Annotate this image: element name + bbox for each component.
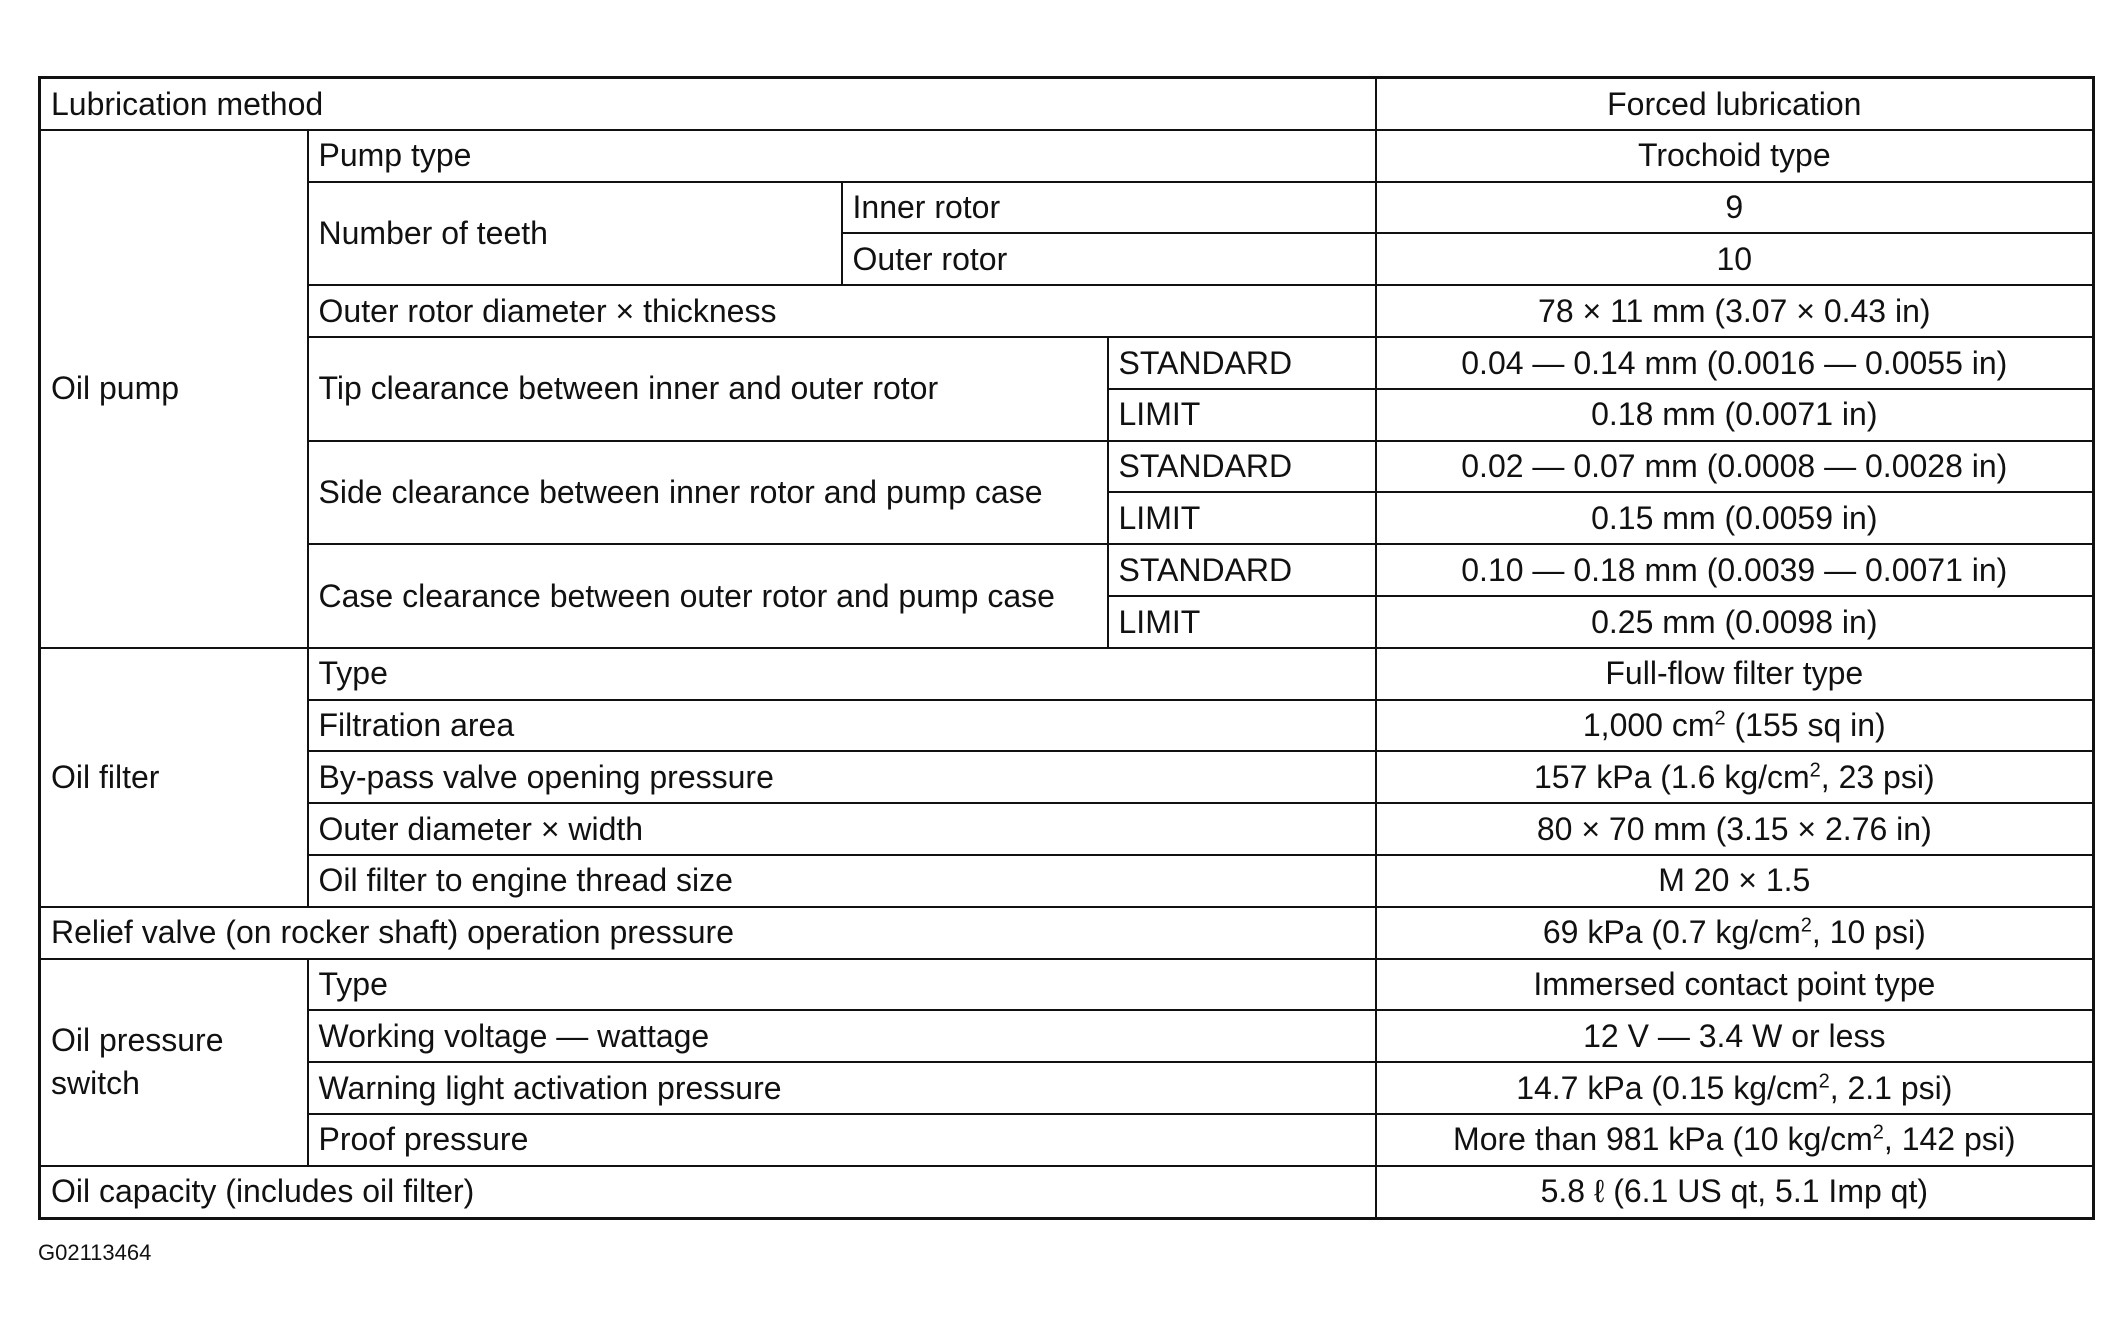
tip-clearance-label: Tip clearance between inner and outer rotor — [308, 337, 1108, 441]
table-row — [40, 441, 2094, 493]
bypass-pressure-label: By-pass valve opening pressure — [308, 751, 1376, 803]
inner-rotor-label: Inner rotor — [842, 182, 1376, 234]
tip-standard-label: STANDARD — [1108, 337, 1376, 389]
side-limit-label: LIMIT — [1108, 492, 1376, 544]
table-row — [40, 700, 2094, 752]
case-standard-label: STANDARD — [1108, 544, 1376, 596]
filter-type-value: Full-flow filter type — [1376, 648, 2094, 700]
warning-pressure-value: 14.7 kPa (0.15 $kg/cm^2$, 2.1 psi) — [1376, 1062, 2094, 1114]
table-row — [40, 855, 2094, 907]
filter-dims-label: Outer diameter × width — [308, 803, 1376, 855]
table-row — [40, 751, 2094, 803]
proof-pressure-value: More than 981 kPa (10 $kg/cm^2$, 142 psi) — [1376, 1114, 2094, 1166]
lubrication-method-label: Lubrication method — [40, 78, 1376, 130]
table-row — [40, 285, 2094, 337]
table-row — [40, 1062, 2094, 1114]
filter-type-label: Type — [308, 648, 1376, 700]
side-standard-value: 0.02 — 0.07 mm (0.0008 — 0.0028 in) — [1376, 441, 2094, 493]
table-row — [40, 959, 2094, 1011]
tip-limit-label: LIMIT — [1108, 389, 1376, 441]
case-clearance-label: Case clearance between outer rotor and pump case — [308, 544, 1108, 648]
oil-pressure-switch-label: Oil pressure switch — [40, 959, 308, 1166]
side-clearance-label: Side clearance between inner rotor and pump case — [308, 441, 1108, 545]
working-voltage-label: Working voltage — wattage — [308, 1010, 1376, 1062]
tip-standard-value: 0.04 — 0.14 mm (0.0016 — 0.0055 in) — [1376, 337, 2094, 389]
outer-rotor-dims-label: Outer rotor diameter × thickness — [308, 285, 1376, 337]
inner-rotor-value: 9 — [1376, 182, 2094, 234]
outer-rotor-value: 10 — [1376, 233, 2094, 285]
thread-size-label: Oil filter to engine thread size — [308, 855, 1376, 907]
lubrication-spec-table — [38, 76, 2095, 1220]
bypass-pressure-value: 157 kPa (1.6 $kg/cm^2$, 23 psi) — [1376, 751, 2094, 803]
working-voltage-value: 12 V — 3.4 W or less — [1376, 1010, 2094, 1062]
switch-type-label: Type — [308, 959, 1376, 1011]
relief-valve-value: 69 kPa (0.7 $kg/cm^2$, 10 psi) — [1376, 907, 2094, 959]
table-row — [40, 182, 2094, 234]
table-row — [40, 1010, 2094, 1062]
table-row — [40, 544, 2094, 596]
oil-capacity-label: Oil capacity (includes oil filter) — [40, 1166, 1376, 1219]
figure-id: G02113464 — [38, 1240, 152, 1265]
table-row — [40, 803, 2094, 855]
table-row — [40, 78, 2094, 130]
tip-limit-value: 0.18 mm (0.0071 in) — [1376, 389, 2094, 441]
outer-rotor-dims-value: 78 × 11 mm (3.07 × 0.43 in) — [1376, 285, 2094, 337]
table-row — [40, 1166, 2094, 1219]
filtration-area-label: Filtration area — [308, 700, 1376, 752]
table-row — [40, 907, 2094, 959]
table-row — [40, 130, 2094, 182]
proof-pressure-label: Proof pressure — [308, 1114, 1376, 1166]
oil-filter-label: Oil filter — [40, 648, 308, 907]
lubrication-method-value: Forced lubrication — [1376, 78, 2094, 130]
switch-type-value: Immersed contact point type — [1376, 959, 2094, 1011]
table-row — [40, 337, 2094, 389]
thread-size-value: M 20 × 1.5 — [1376, 855, 2094, 907]
side-standard-label: STANDARD — [1108, 441, 1376, 493]
number-of-teeth-label: Number of teeth — [308, 182, 842, 286]
pump-type-label: Pump type — [308, 130, 1376, 182]
side-limit-value: 0.15 mm (0.0059 in) — [1376, 492, 2094, 544]
relief-valve-label: Relief valve (on rocker shaft) operation pressure — [40, 907, 1376, 959]
case-standard-value: 0.10 — 0.18 mm (0.0039 — 0.0071 in) — [1376, 544, 2094, 596]
outer-rotor-label: Outer rotor — [842, 233, 1376, 285]
case-limit-value: 0.25 mm (0.0098 in) — [1376, 596, 2094, 648]
case-limit-label: LIMIT — [1108, 596, 1376, 648]
warning-pressure-label: Warning light activation pressure — [308, 1062, 1376, 1114]
pump-type-value: Trochoid type — [1376, 130, 2094, 182]
oil-capacity-value: 5.8 ℓ (6.1 US qt, 5.1 Imp qt) — [1376, 1166, 2094, 1219]
filtration-area-value: 1,000 $cm^2$ (155 sq in) — [1376, 700, 2094, 752]
oil-pump-label: Oil pump — [40, 130, 308, 648]
filter-dims-value: 80 × 70 mm (3.15 × 2.76 in) — [1376, 803, 2094, 855]
table-row — [40, 1114, 2094, 1166]
table-row — [40, 648, 2094, 700]
